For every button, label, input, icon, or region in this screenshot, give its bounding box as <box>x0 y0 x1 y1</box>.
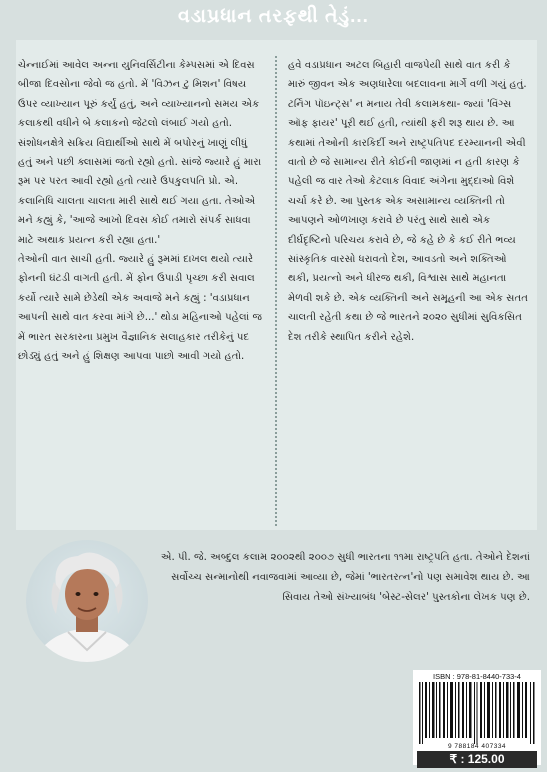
barcode-bars <box>417 682 537 744</box>
isbn-label: ISBN : 978-81-8440-733-4 <box>433 672 521 681</box>
right-column <box>288 56 530 347</box>
page-title: વડાપ્રધાન તરફથી તેડું... <box>178 6 369 27</box>
author-bio-text: એ. પી. જે. અબ્દુલ કલામ ૨૦૦૨થી ૨૦૦૭ સુધી ભારતના ૧૧મા રાષ્ટ્રપતિ હતા. તેઓને દેશનાં સર્વોચ્ચ સન્માનોથી નવાજવામાં આવ્યા છે, જેમાં 'ભારતરત્ન'નો પણ સમાવેશ થાય છે. આ સિવાય તેઓ સંખ્યાબંધ 'બેસ્ટ-સેલર' પુસ્તકોના લેખક પણ છે. <box>160 552 530 603</box>
barcode-digits: 9 788184 407334 <box>447 743 507 750</box>
author-bio <box>160 548 530 608</box>
left-paragraph-1: ચેન્નાઈમાં આવેલ અન્ના યુનિવર્સિટીના કેમ્પસમાં એ દિવસ બીજા દિવસોના જેવો જ હતો. મેં 'વિઝન ટુ મિશન' વિષય ઉપર વ્યાખ્યાન પૂરું કર્યું હતું, અને વ્યાખ્યાનનો સમય એક કલાકથી વધીને બે કલાકનો જેટલો લંબાઈ ગયો હતો. સંશોધનક્ષેત્રે સક્રિય વિદ્યાર્થીઓ સાથે મેં બપોરનું ખાણું લીધું હતું અને પછી ક્લાસમાં જતો રહ્યો હતો. સાંજે જ્યારે હું મારા રૂમ પર પરત આવી રહ્યો હતો ત્યારે ઉપકુલપતિ પ્રો. એ. કલાનિધિ ચાલતા ચાલતા મારી સાથે થઈ ગયા હતા. તેઓએ મને કહ્યું કે, 'આજે આખો દિવસ કોઈ તમારો સંપર્ક સાધવા માટે અથાક પ્રયત્ન કરી રહ્યા હતા.' <box>18 60 262 246</box>
right-paragraph-1: હવે વડાપ્રધાન અટલ બિહારી વાજપેયી સાથે વાત કરી કે મારું જીવન એક અણધારેલા બદલાવના માર્ગે વળી ગયું હતું. <box>288 60 527 91</box>
price-tag: ₹ : 125.00 <box>417 751 537 768</box>
portrait-photo-icon <box>26 540 148 662</box>
column-divider <box>275 56 277 526</box>
left-paragraph-2: તેઓની વાત સાચી હતી. જ્યારે હું રૂમમાં દાખલ થયો ત્યારે ફોનની ઘંટડી વાગતી હતી. મેં ફોન ઉપાડી પૃચ્છા કરી સવાલ કર્યો ત્યારે સામે છેડેથી એક અવાજે મને કહ્યું : 'વડાપ્રધાન આપની સાથે વાત કરવા માંગે છે...' થોડા મહિનાઓ પહેલાં જ મેં ભારત સરકારના પ્રમુખ વૈજ્ઞાનિક સલાહકાર તરીકેનું પદ છોડ્યું હતું અને હું શિક્ષણ આપવા પાછો આવી ગયો હતો. <box>18 254 263 363</box>
right-paragraph-2: ટર્નિંગ પૉઇન્ટ્સ' ન મનાય તેવી કલામકથા- જ્યાં 'વિંગ્સ ઑફ ફાયર' પૂરી થઈ હતી, ત્યાંથી ફરી શરૂ થાય છે. આ કથામાં તેઓની કારકિર્દી અને રાષ્ટ્રપતિપદ દરમ્યાનની એવી વાતો છે જે સામાન્ય રીતે કોઈની જાણમાં ન હતી કારણ કે પહેલી જ વાર તેઓ કેટલાક વિવાદ અંગેના મુદ્દાઓ વિશે ચર્ચા કરે છે. આ પુસ્તક એક અસામાન્ય વ્યક્તિની તો આપણને ઓળખાણ કરાવે છે પરંતુ સાથે સાથે એક દીર્ઘદૃષ્ટિનો પરિચય કરાવે છે, જે કહે છે કે કઈ રીતે ભવ્ય સાંસ્કૃતિક વારસો ધરાવતો દેશ, આવડતો અને શક્તિઓ થકી, પ્રયત્નો અને ધીરજ થકી, વિશ્વાસ સાથે મહાનતા મેળવી શકે છે. એક વ્યક્તિની અને સમૂહની આ એક સતત ચાલતી રહેતી કથા છે જે ભારતને ૨૦૨૦ સુધીમાં સુવિકસિત દેશ તરીકે સ્થાપિત કરીને રહેશે. <box>288 98 529 343</box>
left-column <box>18 56 263 367</box>
